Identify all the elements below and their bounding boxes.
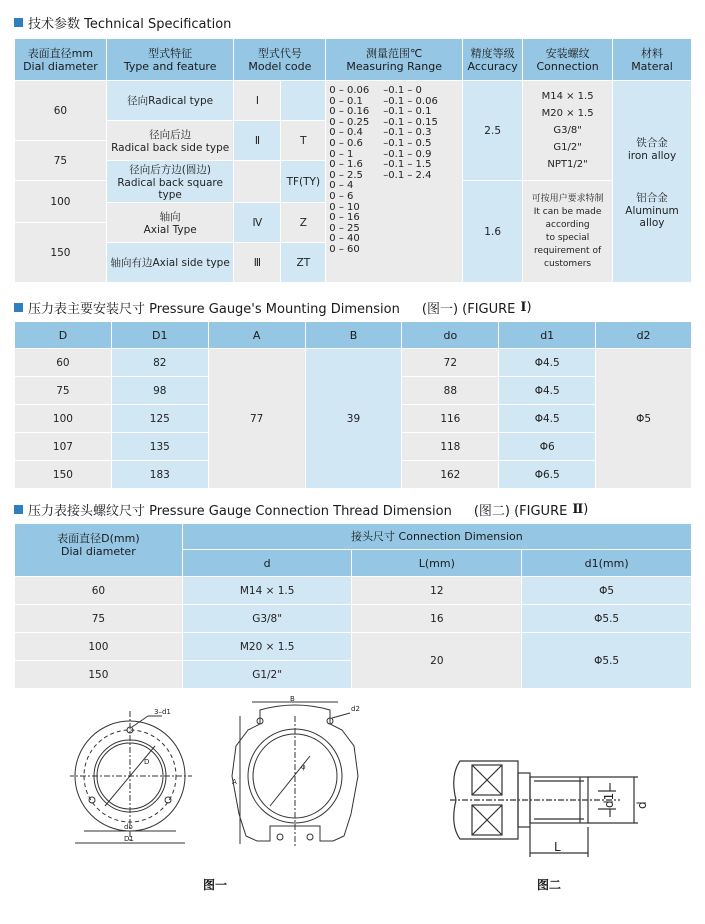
thread-title-roman: Ⅱ <box>572 502 584 517</box>
mount-title-close: ) <box>526 300 532 315</box>
mount-section-title <box>14 298 532 317</box>
spec-code-letter: T <box>281 121 326 161</box>
thread-header-d1: d1(mm) <box>522 550 692 577</box>
thread-header-l: L(mm) <box>352 550 522 577</box>
mount-header: d2 <box>596 322 692 349</box>
thread-cell: 16 <box>352 605 522 633</box>
table-row <box>15 633 692 661</box>
thread-cell: Φ5.5 <box>522 605 692 633</box>
thread-header-group: 接头尺寸 Connection Dimension <box>182 524 691 550</box>
spec-title-text: 技术参数 Technical Specification <box>28 17 232 32</box>
thread-title-close: ) <box>583 502 589 517</box>
spec-diameter-cell: 75 <box>15 141 107 181</box>
thread-cell: 150 <box>15 661 183 689</box>
spec-diameter-cell: 150 <box>15 223 107 283</box>
mount-cell: Φ4.5 <box>499 405 596 433</box>
table-row <box>15 577 692 605</box>
mount-title-roman: Ⅰ <box>520 300 527 315</box>
mount-cell: 75 <box>15 377 112 405</box>
spec-code-roman: Ⅰ <box>234 81 281 121</box>
spec-code-letter: Z <box>281 203 326 243</box>
mount-cell: 116 <box>402 405 499 433</box>
thread-cell: M20 × 1.5 <box>182 633 352 661</box>
spec-type-cell: 径向Radical type <box>106 81 234 121</box>
mount-cell: Φ4.5 <box>499 377 596 405</box>
mount-cell-d2: Φ5 <box>596 349 692 489</box>
fig1-label-phi: φ <box>301 763 306 771</box>
fig1-label-d2: d2 <box>351 705 360 713</box>
mount-cell-a: 77 <box>208 349 305 489</box>
mount-cell: 125 <box>111 405 208 433</box>
mount-title-text: 压力表主要安装尺寸 Pressure Gauge's Mounting Dimension <box>28 302 400 317</box>
mount-cell: 162 <box>402 461 499 489</box>
spec-code-roman: Ⅱ <box>234 121 281 161</box>
fig1-label-3d1: 3–d1 <box>154 708 171 716</box>
mount-cell: 88 <box>402 377 499 405</box>
thread-header-dial: 表面直径D(mm) Dial diameter <box>15 524 183 577</box>
fig2-label-d: d <box>635 801 649 809</box>
mount-cell: 135 <box>111 433 208 461</box>
spec-code-letter <box>281 81 326 121</box>
fig1-label-do: do <box>124 823 133 831</box>
spec-accuracy-cell: 2.5 <box>463 81 523 181</box>
spec-section-title <box>14 13 231 32</box>
spec-code-roman <box>234 161 281 203</box>
section-square-icon <box>14 505 23 514</box>
spec-code-letter: TF(TY) <box>281 161 326 203</box>
spec-header-type: 型式特征 Type and feature <box>106 39 234 81</box>
spec-type-cell: 轴向有边Axial side type <box>106 243 234 283</box>
mount-header: A <box>208 322 305 349</box>
mount-header: D <box>15 322 112 349</box>
thread-cell: Φ5 <box>522 577 692 605</box>
mount-cell: 72 <box>402 349 499 377</box>
fig2-caption: 图二 <box>537 878 562 892</box>
thread-cell: 75 <box>15 605 183 633</box>
thread-cell: G3/8" <box>182 605 352 633</box>
thread-cell: M14 × 1.5 <box>182 577 352 605</box>
spec-type-cell: 径向后边 Radical back side type <box>106 121 234 161</box>
mount-cell: 183 <box>111 461 208 489</box>
thread-cell: 100 <box>15 633 183 661</box>
section-square-icon <box>14 303 23 312</box>
mount-cell: 107 <box>15 433 112 461</box>
thread-header-d: d <box>182 550 352 577</box>
spec-header-diameter: 表面直径mm Dial diameter <box>15 39 107 81</box>
thread-title-figure: (图二) (FIGURE <box>473 504 568 519</box>
fig1-drawing <box>70 696 400 866</box>
thread-cell: 60 <box>15 577 183 605</box>
mount-cell: Φ6 <box>499 433 596 461</box>
mount-table <box>14 321 692 489</box>
fig1-label-d1: D1 <box>124 835 134 843</box>
mount-title-figure: (图一) (FIGURE <box>421 302 516 317</box>
spec-code-letter: ZT <box>281 243 326 283</box>
mount-header: d1 <box>499 322 596 349</box>
spec-connection-cell: M14 × 1.5 M20 × 1.5 G3/8" G1/2" NPT1/2" <box>523 81 613 181</box>
mount-header: D1 <box>111 322 208 349</box>
spec-diameter-cell: 60 <box>15 81 107 141</box>
spec-code-roman: Ⅲ <box>234 243 281 283</box>
mount-cell-b: 39 <box>305 349 402 489</box>
mount-cell: 100 <box>15 405 112 433</box>
fig1-label-d: D <box>144 758 150 766</box>
spec-type-cell: 轴向 Axial Type <box>106 203 234 243</box>
spec-range-cell <box>326 81 463 283</box>
spec-code-roman: Ⅳ <box>234 203 281 243</box>
mount-cell: 60 <box>15 349 112 377</box>
mount-cell: 82 <box>111 349 208 377</box>
section-square-icon <box>14 18 23 27</box>
mount-cell: 150 <box>15 461 112 489</box>
mount-cell: Φ6.5 <box>499 461 596 489</box>
spec-accuracy-cell: 1.6 <box>463 181 523 283</box>
fig1-caption: 图一 <box>203 878 228 892</box>
fig2-drawing <box>450 755 650 870</box>
spec-connection-note: 可按用户要求特制 It can be made according to special requirement of customers <box>523 181 613 283</box>
range-left-col: 0 – 0.06 0 – 0.1 0 – 0.16 0 – 0.25 0 – 0.4 0 – 0.6 0 – 1 0 – 1.6 0 – 2.5 0 – 4 0 – 6 0 – 10 0 – 16 0 – 25 0 – 40 0 – 60 <box>329 85 370 255</box>
spec-header-range: 测量范围℃ Measuring Range <box>326 39 463 81</box>
table-row <box>15 605 692 633</box>
mount-cell: 118 <box>402 433 499 461</box>
spec-header-model: 型式代号 Model code <box>234 39 326 81</box>
spec-type-cell: 径向后方边(圆边) Radical back square type <box>106 161 234 203</box>
thread-cell: 20 <box>352 633 522 689</box>
thread-title-text: 压力表接头螺纹尺寸 Pressure Gauge Connection Thread Dimension <box>28 504 452 519</box>
spec-diameter-cell: 100 <box>15 181 107 223</box>
mount-cell: 98 <box>111 377 208 405</box>
fig2-label-d1: d1 <box>602 792 616 808</box>
fig1-label-a: A <box>232 778 237 786</box>
thread-cell: G1/2" <box>182 661 352 689</box>
spec-header-accuracy: 精度等级 Accuracy <box>463 39 523 81</box>
spec-material-cell: 铁合金 iron alloy 铝合金 Aluminum alloy <box>613 81 692 283</box>
fig2-label-l: L <box>554 840 561 854</box>
thread-section-title <box>14 500 588 519</box>
range-right-col: –0.1 – 0 –0.1 – 0.06 –0.1 – 0.1 –0.1 – 0.15 –0.1 – 0.3 –0.1 – 0.5 –0.1 – 0.9 –0.1 – 1.5 –0.1 – 2.4 <box>383 85 438 181</box>
spec-header-material: 材料 Materal <box>613 39 692 81</box>
thread-table <box>14 523 692 689</box>
table-row <box>15 349 692 377</box>
spec-header-connection: 安装螺纹 Connection <box>523 39 613 81</box>
mount-header: B <box>305 322 402 349</box>
thread-cell: Φ5.5 <box>522 633 692 689</box>
mount-header: do <box>402 322 499 349</box>
spec-table <box>14 38 692 283</box>
mount-cell: Φ4.5 <box>499 349 596 377</box>
fig1-label-b: B <box>290 696 295 703</box>
thread-cell: 12 <box>352 577 522 605</box>
